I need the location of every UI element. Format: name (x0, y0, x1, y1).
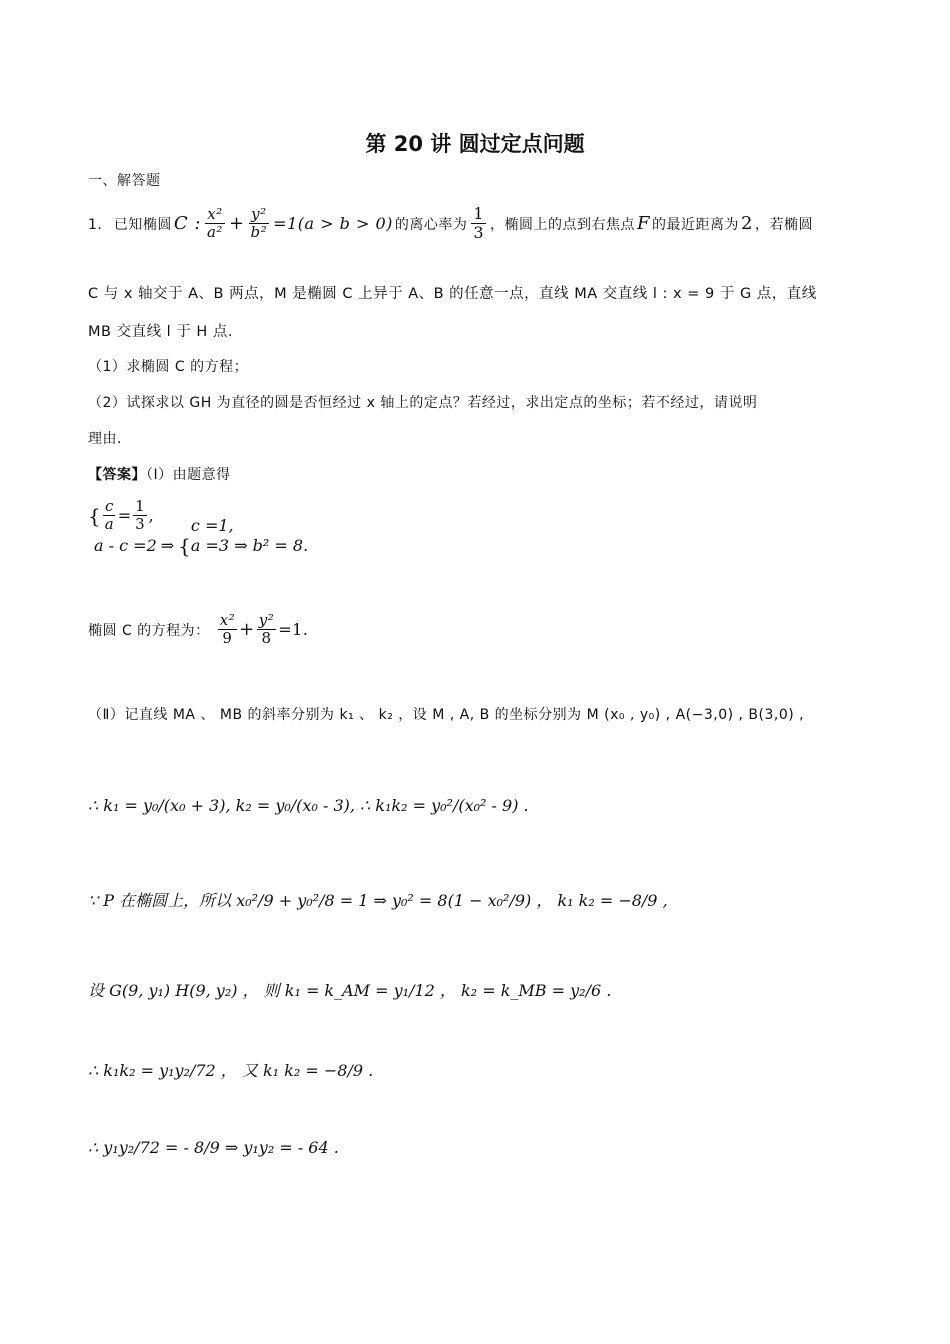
problem-line-3: MB 交直线 l 于 H 点． (88, 324, 243, 340)
ellipse-condition: =1(a > b > 0) (273, 214, 393, 234)
answer-intro-text: （Ⅰ）由题意得 (146, 467, 231, 483)
answer-label: 【答案】 (88, 467, 146, 483)
problem-line-1: 1． 已知椭圆 C : $\frac{\text{x²}}{\text{a²}}$ + $\frac{\text{y²}}{\text{b²}}$ =1(a > b > 0) 的离心率为 $\frac{1}{3}$ ，椭圆上的点到右焦点 F 的最近距离为 2 ，若椭圆 (88, 204, 813, 243)
question-1: （1）求椭圆 C 的方程； (88, 359, 249, 375)
frac-y2-b2: $\frac{\text{y²}}{\text{b²}}$ (250, 205, 268, 242)
problem-line-2: C 与 x 轴交于 A、B 两点，M 是椭圆 C 上异于 A、B 的任意一点，直线 MA 交直线 l : x = 9 于 G 点，直线 (88, 286, 817, 302)
frac-x2-a2: $\frac{\text{x²}}{\text{a²}}$ (206, 205, 223, 242)
ellipse-point-line: ∵ P 在椭圆上，所以 x₀²/9 + y₀²/8 = 1 ⇒ y₀² = 8(1 − x₀²/9) ， k₁ k₂ = −8/9 , (88, 891, 668, 910)
ellipse-label: 椭圆 C 的方程为： (88, 622, 210, 639)
problem-number: 1． (88, 216, 112, 233)
distance-value: 2 (741, 213, 753, 235)
question-2-cont: 理由． (88, 431, 132, 447)
problem-text: 已知椭圆 (113, 216, 172, 233)
problem-text: ，椭圆上的点到右焦点 (490, 216, 636, 233)
ellipse-name: C : (173, 213, 201, 235)
gh-line: 设 G(9, y₁) H(9, y₂) ， 则 k₁ = k_AM = y₁/12 ， k₂ = k_MB = y₂/6 . (88, 981, 612, 1000)
part2-line: （Ⅱ）记直线 MA 、 MB 的斜率分别为 k₁ 、 k₂ ，设 M , A, B 的坐标分别为 M (x₀ , y₀) , A(−3,0) , B(3,0) , (88, 707, 805, 723)
ellipse-equation: 椭圆 C 的方程为： $\frac{\text{x²}}{9}$ + $\frac{\text{y²}}{8}$ =1. (88, 611, 309, 648)
product-line: ∴ k₁k₂ = y₁y₂/72 ， 又 k₁ k₂ = −8/9 . (88, 1061, 374, 1080)
equation-system: { $\frac{c}{a}$ = $\frac{1}{3}$ , a - c =2 ⇒ { c =1, a =3 ⇒ b² = 8 . (88, 497, 309, 558)
slope-line: ∴ k₁ = y₀/(x₀ + 3), k₂ = y₀/(x₀ - 3), ∴ k₁k₂ = y₀²/(x₀² - 9) . (88, 796, 529, 815)
answer-intro (88, 464, 231, 484)
eccentricity-frac: $\frac{1}{3}$ (473, 204, 485, 243)
page-title: 第 20 讲 圆过定点问题 (365, 132, 585, 156)
problem-text: ，若椭圆 (755, 216, 813, 233)
problem-text: 的离心率为 (394, 216, 468, 233)
final-line: ∴ y₁y₂/72 = - 8/9 ⇒ y₁y₂ = - 64 . (88, 1138, 339, 1157)
section-heading: 一、解答题 (88, 173, 161, 189)
question-2: （2）试探求以 GH 为直径的圆是否恒经过 x 轴上的定点？若经过，求出定点的坐标；若不经过，请说明 (88, 395, 758, 411)
focus-symbol: F (637, 213, 651, 235)
problem-text: 的最近距离为 (652, 216, 740, 233)
